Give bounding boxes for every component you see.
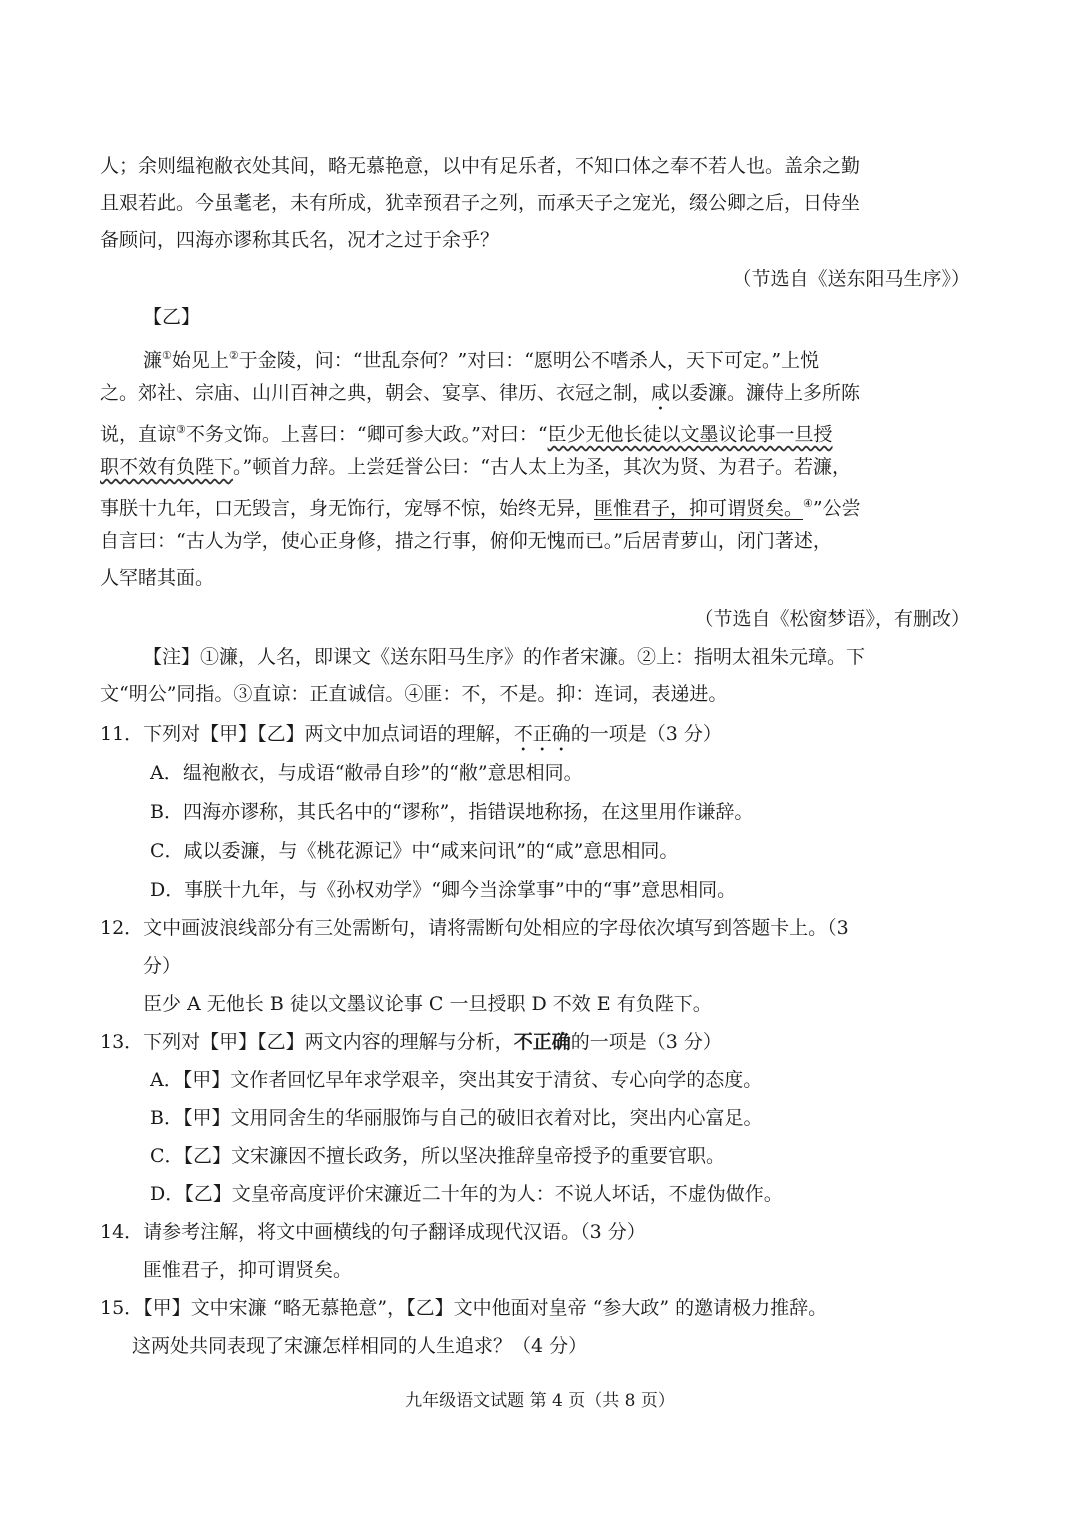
yi-heading: 【乙】 [143,306,201,328]
q11-option-b: B．四海亦谬称，其氏名中的“谬称”，指错误地称扬，在这里用作谦辞。 [150,801,754,823]
yi-text: 始见上 [171,349,229,372]
q-text: 的一项是（3 分） [570,723,722,745]
note-ref-1: ① [162,349,172,362]
yi-line-2 [100,379,860,415]
q-text: 11．下列对【甲】【乙】两文中加点词语的理解， [100,723,514,745]
q11-option-d: D．事朕十九年，与《孙权劝学》“卿今当涂掌事”中的“事”意思相同。 [150,879,737,901]
jia-line-2: 且艰若此。今虽耄老，未有所成，犹幸预君子之列，而承天子之宠光，缀公卿之后，日侍坐 [100,192,861,214]
q-text: 的一项是（3 分） [570,1031,722,1053]
emphasis-text: 不正确 [513,723,571,745]
yi-text: 。”顿首力辞。上尝廷誉公曰：“古人太上为圣，其次为贤、为君子。若濂， [233,456,851,478]
yi-text: 不务文饰。上喜曰：“卿可参大政。”对曰：“ [185,423,548,446]
question-11-stem [100,720,722,756]
note-ref-2: ② [228,349,239,362]
yi-line-1 [143,342,819,374]
yi-line-5 [100,490,861,522]
question-14-stem: 14．请参考注解，将文中画横线的句子翻译成现代汉语。（3 分） [100,1221,646,1243]
question-14-sentence: 匪惟君子，抑可谓贤矣。 [143,1259,353,1281]
note-line-1: 【注】①濂，人名，即课文《送东阳马生序》的作者宋濂。②上：指明太祖朱元璋。下 [143,646,866,668]
underlined-sentence: 匪惟君子，抑可谓贤矣。 [594,497,804,520]
jia-line-1: 人；余则缊袍敝衣处其间，略无慕艳意，以中有足乐者，不知口体之奉不若人也。盖余之勤 [100,155,861,177]
question-12-stem-cont: 分） [143,955,182,977]
jia-line-3: 备顾问，四海亦谬称其氏名，况才之过于余乎？ [100,229,500,251]
yi-text: ”公尝 [812,497,861,520]
question-15-line-1: 15．【甲】文中宋濂 “略无慕艳意”，【乙】文中他面对皇帝 “参大政” 的邀请极力推辞。 [100,1297,828,1319]
yi-text: 事朕十九年，口无毁言，身无饰行，宠辱不惊，始终无异， [100,497,595,520]
yi-text: 于金陵，问：“世乱奈何？”对曰：“愿明公不嗜杀人，天下可定。”上悦 [238,349,820,372]
yi-text: 说，直谅 [100,423,177,446]
wavy-underline-text: 职不效有负陛下 [100,456,234,478]
note-line-2: 文“明公”同指。③直谅：正直诚信。④匪：不，不是。抑：连词，表递进。 [100,683,728,705]
yi-text: 濂 [143,349,163,372]
page-footer: 九年级语文试题 第 4 页（共 8 页） [405,1391,675,1411]
yi-source: （节选自《松窗梦语》，有删改） [694,608,970,630]
question-12-stem: 12．文中画波浪线部分有三处需断句，请将需断句处相应的字母依次填写到答题卡上。（3 [100,917,849,939]
q11-option-a: A．缊袍敝衣，与成语“敝帚自珍”的“敝”意思相同。 [150,762,583,784]
q13-option-a: A．【甲】文作者回忆早年求学艰辛，突出其安于清贫、专心向学的态度。 [150,1069,763,1091]
q13-option-c: C．【乙】文宋濂因不擅长政务，所以坚决推辞皇帝授予的重要官职。 [150,1145,726,1167]
yi-text: 之。郊社、宗庙、山川百神之典，朝会、宴享、律历、衣冠之制， [100,382,652,404]
q13-option-d: D．【乙】文皇帝高度评价宋濂近二十年的为人：不说人坏话，不虚伪做作。 [150,1183,783,1205]
yi-line-4 [100,453,851,481]
q-text: 13．下列对【甲】【乙】两文内容的理解与分析， [100,1031,514,1053]
yi-text: 以委濂。濂侍上多所陈 [670,382,861,404]
question-12-sentence: 臣少 A 无他长 B 徒以文墨议论事 C 一旦授职 D 不效 E 有负陛下。 [143,993,712,1015]
question-13-stem [100,1028,722,1056]
yi-line-6: 自言曰：“古人为学，使心正身修，措之行事，俯仰无愧而已。”后居青萝山，闭门著述， [100,530,832,552]
emphasis-text: 不正确 [513,1031,571,1053]
yi-line-3 [100,416,833,448]
note-ref-3: ③ [176,423,186,436]
wavy-underline-text: 臣少无他长徒以文墨议论事一旦授 [547,423,833,446]
q13-option-b: B．【甲】文用同舍生的华丽服饰与自己的破旧衣着对比，突出内心富足。 [150,1107,763,1129]
q11-option-c: C．咸以委濂，与《桃花源记》中“咸来问讯”的“咸”意思相同。 [150,840,679,862]
yi-line-7: 人罕睹其面。 [100,567,215,589]
note-ref-4: ④ [803,497,813,510]
question-15-line-2: 这两处共同表现了宋濂怎样相同的人生追求？（4 分） [132,1335,588,1357]
dotted-word: 咸 [651,382,671,404]
jia-source: （节选自《送东阳马生序》） [732,268,970,290]
